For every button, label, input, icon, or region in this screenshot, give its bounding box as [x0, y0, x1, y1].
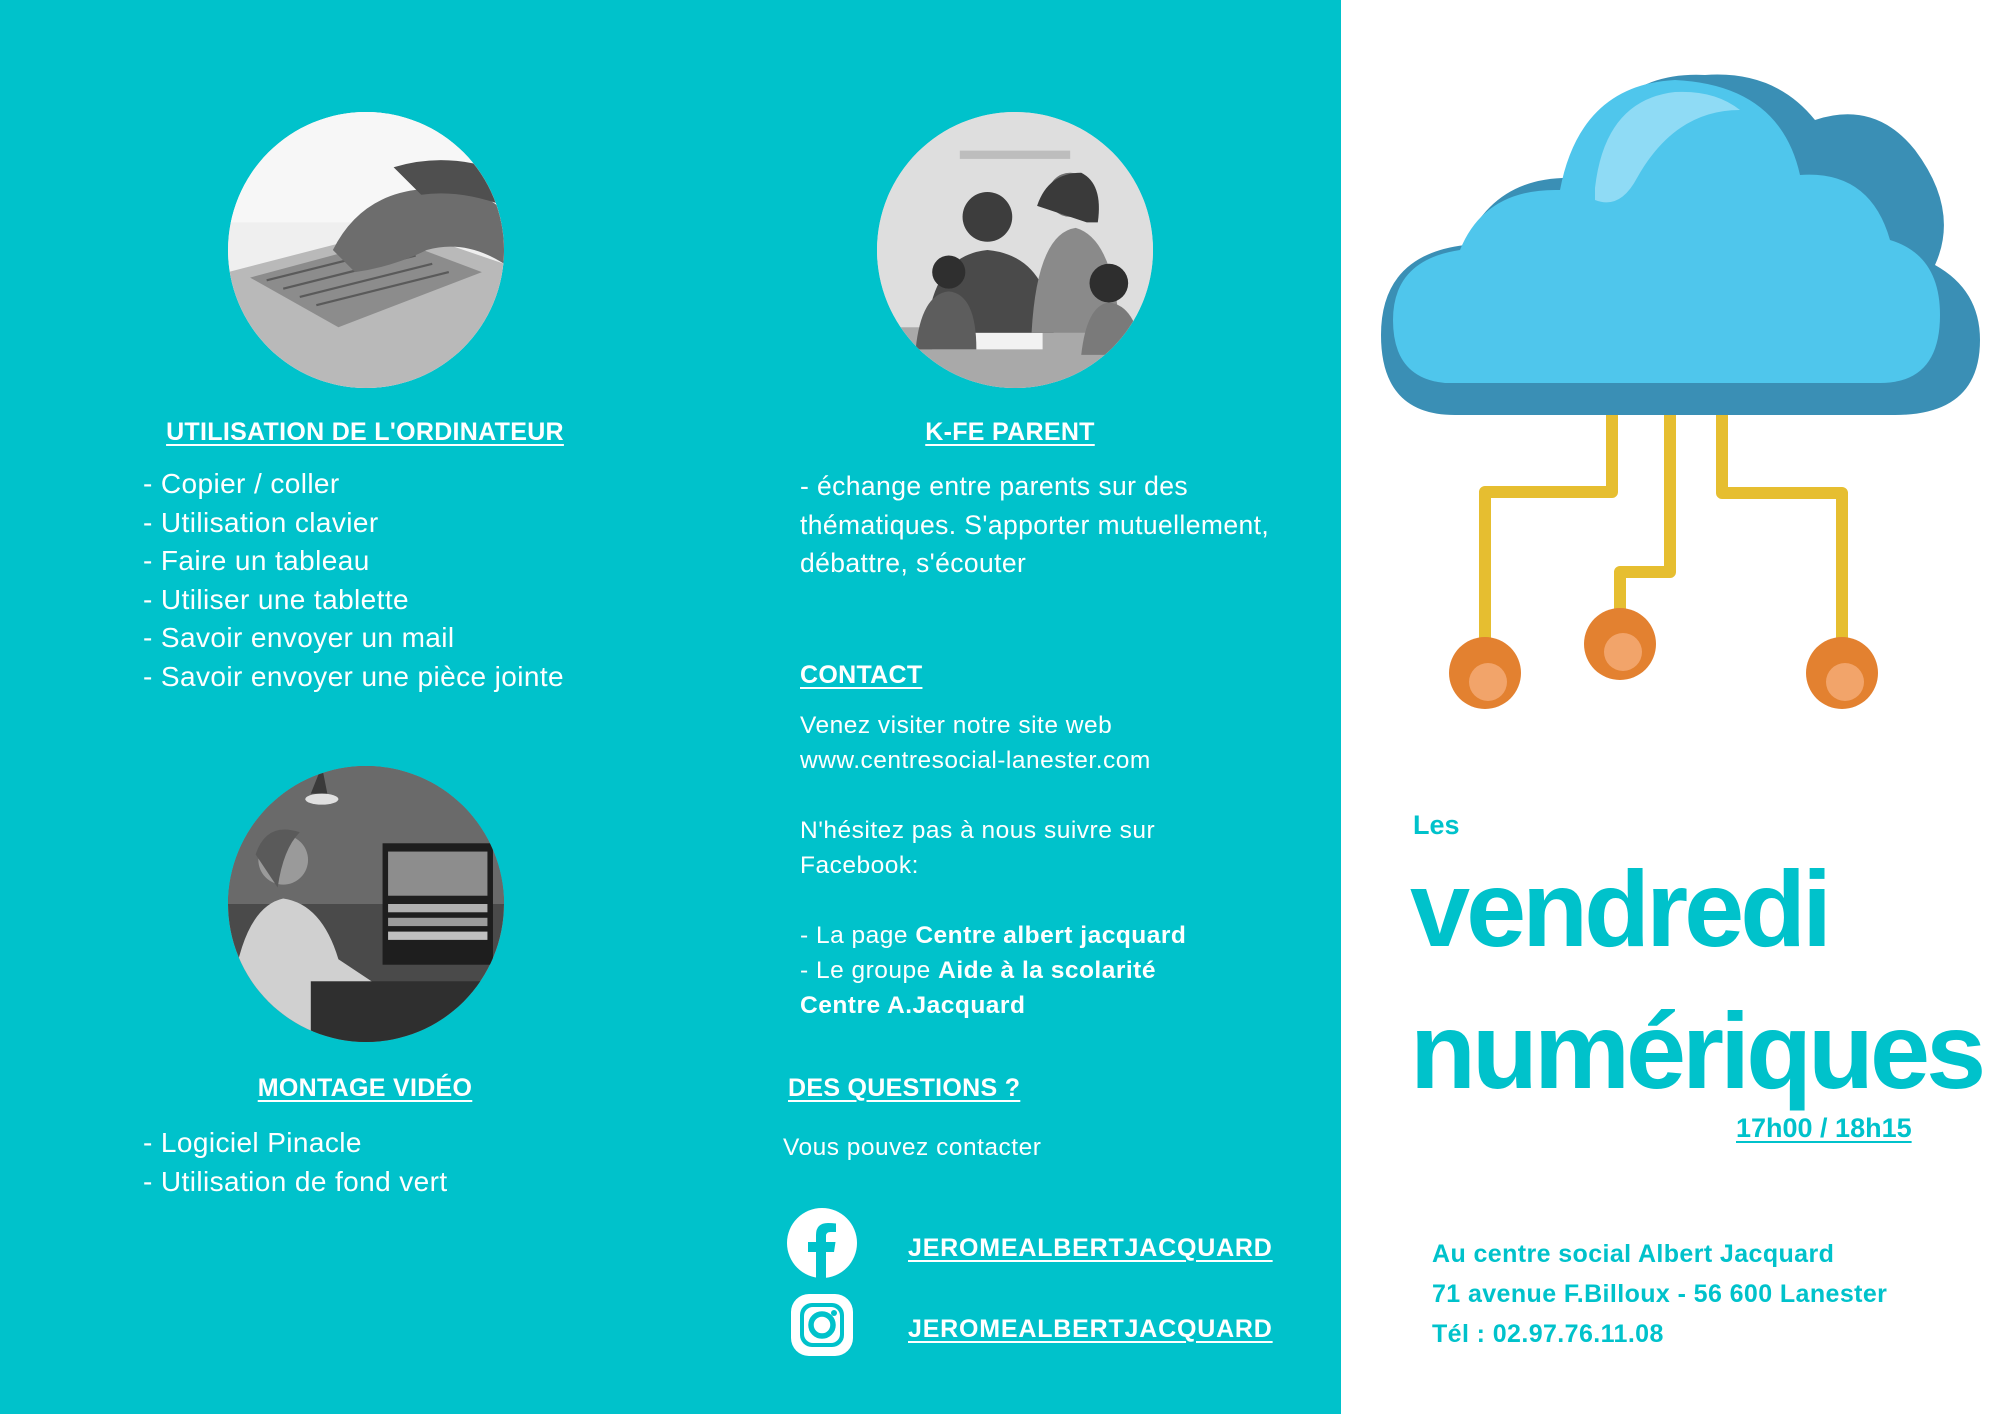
laptop-typing-photo	[228, 112, 504, 388]
video-list	[143, 1124, 448, 1201]
list-item: - Copier / coller	[143, 468, 340, 499]
contact-site-url[interactable]: www.centresocial-lanester.com	[800, 747, 1151, 774]
contact-group-line-2	[800, 988, 1186, 1023]
list-item: - Savoir envoyer une pièce jointe	[143, 660, 564, 692]
cover-time: 17h00 / 18h15	[1736, 1113, 1912, 1143]
instagram-handle-link[interactable]: JEROMEALBERTJACQUARD	[908, 1315, 1273, 1343]
cover-title-line2: numériques	[1410, 990, 1983, 1111]
group-name-1[interactable]: Aide à la scolarité	[938, 957, 1156, 984]
list-item: - Utiliser une tablette	[143, 583, 409, 615]
ordinateur-heading: UTILISATION DE L'ORDINATEUR	[166, 418, 564, 446]
address-phone[interactable]: Tél : 02.97.76.11.08	[1432, 1320, 1664, 1348]
questions-text: Vous pouvez contacter	[783, 1134, 1042, 1161]
facebook-handle-link[interactable]: JEROMEALBERTJACQUARD	[908, 1234, 1273, 1262]
contact-group-line	[800, 953, 1186, 988]
contact-follow-line1: N'hésitez pas à nous suivre sur	[800, 817, 1156, 844]
list-item: - Utilisation clavier	[143, 506, 379, 538]
facebook-icon[interactable]	[787, 1208, 857, 1278]
cover-pre-title: Les	[1413, 810, 1460, 840]
contact-page-line	[800, 918, 1186, 953]
kfe-text: - échange entre parents sur des thématiques. S'apporter mutuellement, débattre, s'écouter	[800, 471, 1270, 578]
list-item: - Faire un tableau	[143, 545, 370, 576]
list-item: - Utilisation de fond vert	[143, 1165, 448, 1197]
ordinateur-list	[143, 465, 564, 696]
kfe-heading: K-FE PARENT	[925, 418, 1095, 446]
address-line: 71 avenue F.Billoux - 56 600 Lanester	[1432, 1280, 1888, 1308]
instagram-icon[interactable]	[787, 1290, 857, 1360]
address-line: Au centre social Albert Jacquard	[1432, 1240, 1835, 1268]
cloud-network-icon	[1375, 60, 1985, 720]
contact-site-line1: Venez visiter notre site web	[800, 712, 1113, 739]
contact-heading: CONTACT	[800, 661, 923, 689]
contact-follow-line2: Facebook:	[800, 852, 919, 879]
group-prefix: - Le groupe	[800, 957, 939, 984]
group-name-2[interactable]: Centre A.Jacquard	[800, 992, 1026, 1019]
circuit-line-right	[1722, 415, 1842, 670]
video-editing-photo	[228, 766, 504, 1042]
cover-title-line1: vendredi	[1410, 848, 1829, 969]
video-heading: MONTAGE VIDÉO	[257, 1074, 473, 1102]
list-item: - Logiciel Pinacle	[143, 1127, 362, 1158]
page-name[interactable]: Centre albert jacquard	[915, 922, 1187, 949]
circuit-line-middle	[1620, 415, 1670, 640]
page-prefix: - La page	[800, 922, 916, 949]
questions-heading: DES QUESTIONS ?	[788, 1074, 1021, 1102]
contact-block	[800, 708, 1186, 1023]
list-item: - Savoir envoyer un mail	[143, 622, 455, 653]
cover-address	[1432, 1234, 1887, 1354]
family-photo	[877, 112, 1153, 388]
